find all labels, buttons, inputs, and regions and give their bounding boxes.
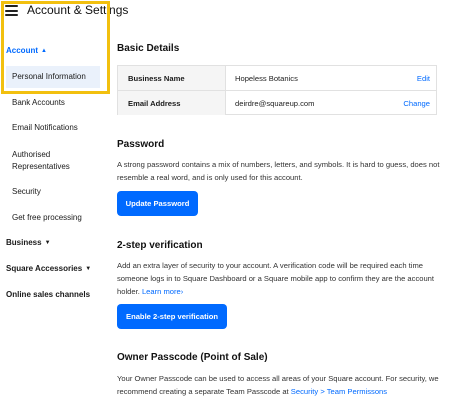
sidebar-nav xyxy=(0,22,110,401)
sidebar-item-bank-accounts[interactable] xyxy=(12,98,102,107)
team-permissions-link[interactable]: Security > Team Permissons xyxy=(290,387,388,396)
sidebar-section-label: Account xyxy=(6,46,38,55)
row-value: Hopeless Botanics xyxy=(235,74,298,83)
sidebar-section-label: Business xyxy=(6,238,42,247)
table-row xyxy=(118,90,436,114)
sidebar-item-label: Authorised Representatives xyxy=(12,150,70,171)
chevron-down-icon: ▼ xyxy=(85,266,92,272)
sidebar-item-label: Get free processing xyxy=(12,213,82,222)
table-row xyxy=(118,66,436,90)
sidebar-item-get-free-processing[interactable] xyxy=(12,213,102,222)
row-value: deirdre@squareup.com xyxy=(235,99,315,108)
sidebar-item-authorised-representatives[interactable] xyxy=(12,149,82,173)
chevron-down-icon: ▼ xyxy=(44,240,51,246)
sidebar-section-account[interactable] xyxy=(6,46,116,55)
sidebar-item-label: Bank Accounts xyxy=(12,98,65,107)
sidebar-section-label: Square Accessories xyxy=(6,264,83,273)
sidebar-item-email-notifications[interactable] xyxy=(12,123,102,132)
edit-business-name-link[interactable]: Edit xyxy=(416,74,430,83)
owner-passcode-heading: Owner Passcode (Point of Sale) xyxy=(117,352,268,363)
sidebar-item-label: Personal Information xyxy=(12,72,86,81)
main-content xyxy=(117,0,467,401)
sidebar-section-square-accessories[interactable] xyxy=(6,264,116,273)
two-step-text: Add an extra layer of security to your account. A verification code will be required each time someone logs in to Square Dashboard or a Square mobile app to confirm they are the account holder. xyxy=(117,261,435,296)
basic-details-heading: Basic Details xyxy=(117,43,180,54)
sidebar-item-label: Security xyxy=(12,187,41,196)
owner-passcode-description xyxy=(117,372,447,398)
sidebar-section-online-sales-channels[interactable] xyxy=(6,290,116,299)
enable-two-step-button[interactable]: Enable 2-step verification xyxy=(117,304,227,329)
sidebar-section-label: Online sales channels xyxy=(6,290,91,299)
change-email-link[interactable]: Change xyxy=(403,99,430,108)
basic-details-table xyxy=(117,65,437,115)
password-description: A strong password contains a mix of numbers, letters, and symbols. It is hard to guess, does not resemble a real word, and is only used for this account. xyxy=(117,160,440,182)
two-step-heading: 2-step verification xyxy=(117,240,203,251)
chevron-up-icon: ▲ xyxy=(41,48,47,54)
owner-passcode-text: Your Owner Passcode can be used to access all areas of your Square account. For security, we recommend creating a separate Team Passcode at xyxy=(117,374,439,396)
row-label: Email Address xyxy=(118,91,226,115)
sidebar-item-personal-information[interactable] xyxy=(12,72,102,81)
row-label: Business Name xyxy=(118,66,226,90)
page-title: Account & Settings xyxy=(27,3,129,17)
sidebar-item-label: Email Notifications xyxy=(12,123,78,132)
two-step-description xyxy=(117,259,447,298)
hamburger-menu-icon[interactable] xyxy=(5,5,18,16)
chevron-right-icon: › xyxy=(180,287,184,296)
password-heading: Password xyxy=(117,139,165,150)
update-password-button[interactable]: Update Password xyxy=(117,191,198,216)
learn-more-link[interactable]: Learn more xyxy=(141,287,181,296)
sidebar-item-security[interactable] xyxy=(12,187,102,196)
sidebar-section-business[interactable] xyxy=(6,238,116,247)
